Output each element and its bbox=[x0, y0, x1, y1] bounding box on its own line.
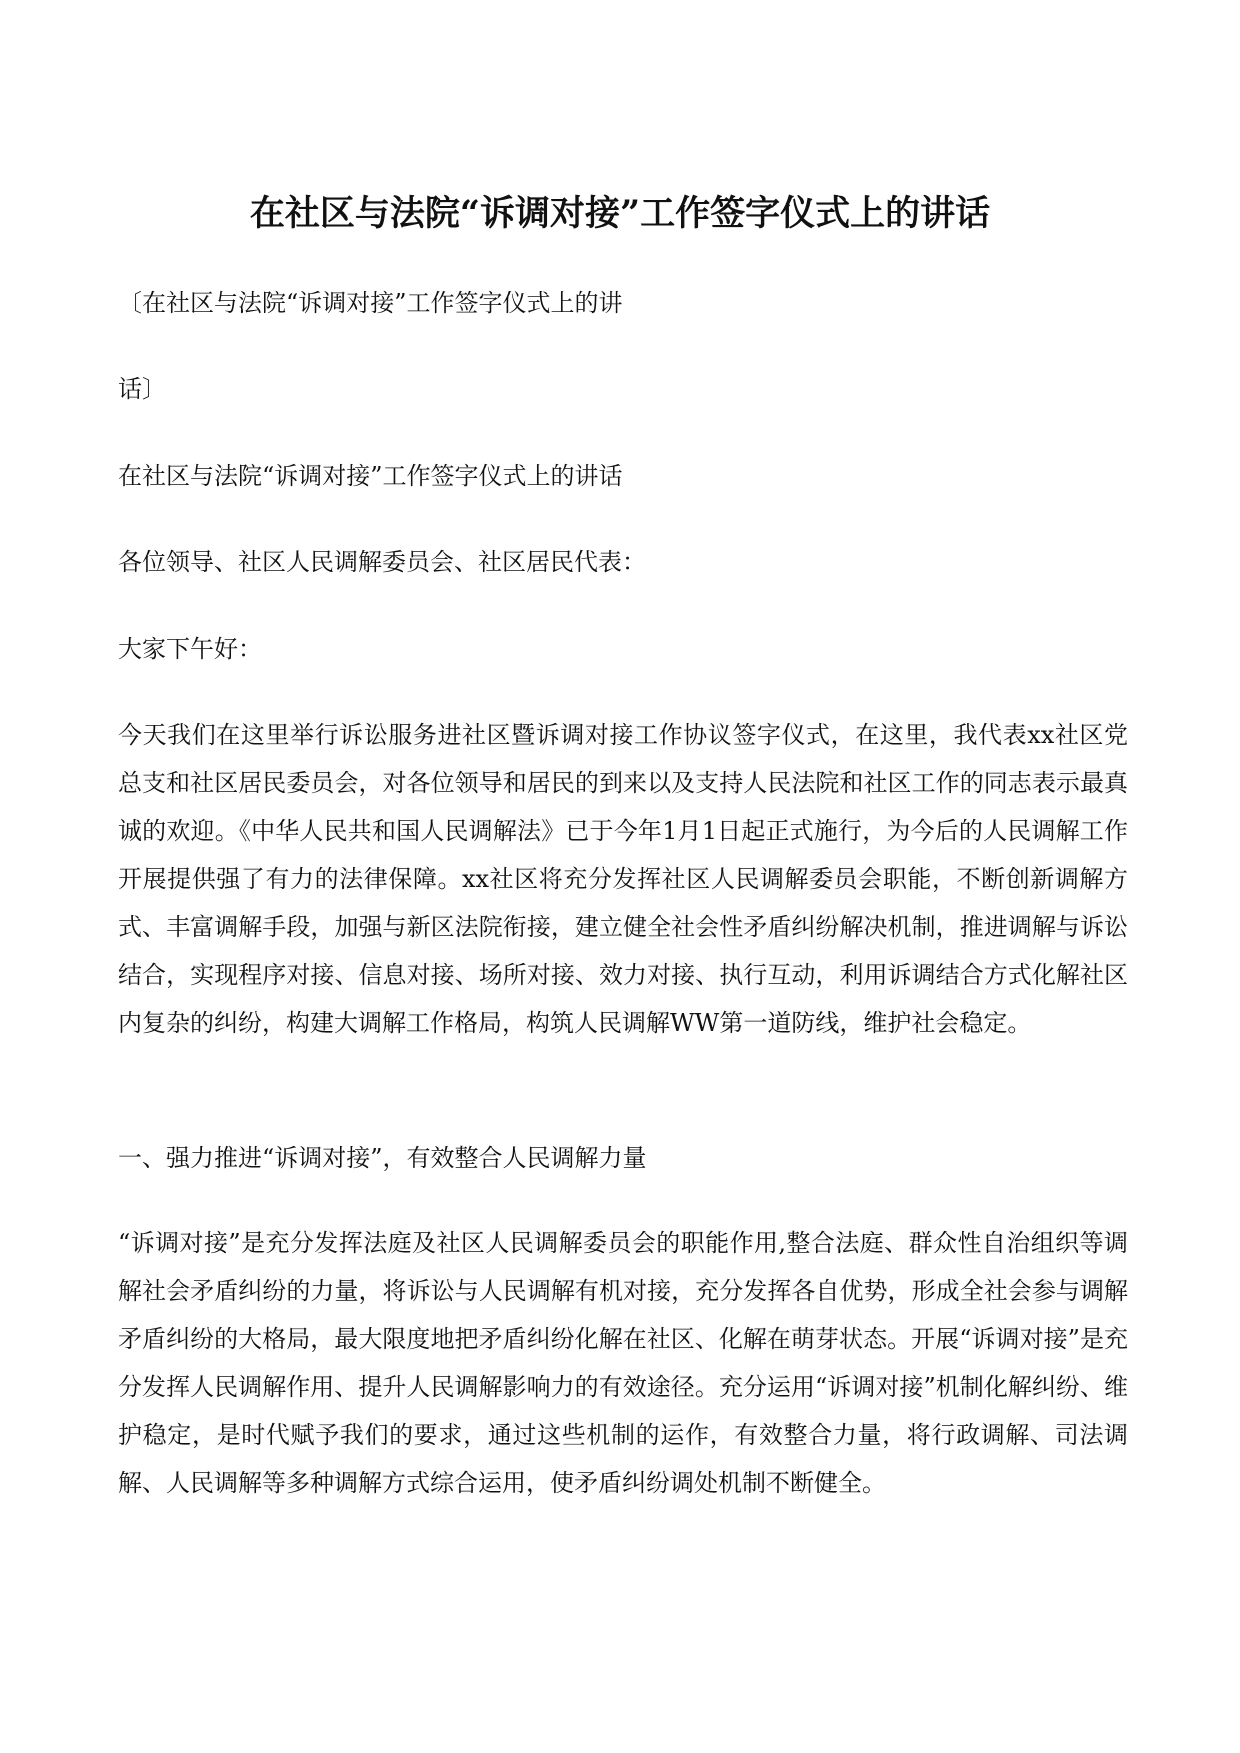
paragraph-1: 今天我们在这里举行诉讼服务进社区暨诉调对接工作协议签字仪式，在这里，我代表xx社区党总支和社区居民委员会，对各位领导和居民的到来以及支持人民法院和社区工作的同志表示最真诚的欢迎。《中华人民共和国人民调解法》已于今年1月1日起正式施行，为今后的人民调解工作开展提供强了有力的法律保障。xx社区将充分发挥社区人民调解委员会职能，不断创新调解方式、丰富调解手段，加强与新区法院衔接，建立健全社会性矛盾纠纷解决机制，推进调解与诉讼结合，实现程序对接、信息对接、场所对接、效力对接、执行互动，利用诉调结合方式化解社区内复杂的纠纷，构建大调解工作格局，构筑人民调解WW第一道防线，维护社会稳定。 bbox=[118, 721, 1128, 1037]
salutation: 各位领导、社区人民调解委员会、社区居民代表： bbox=[118, 548, 646, 576]
paragraph-2: “诉调对接”是充分发挥法庭及社区人民调解委员会的职能作用,整合法庭、群众性自治组织等调解社会矛盾纠纷的力量，将诉讼与人民调解有机对接，充分发挥各自优势，形成全社会参与调解矛盾纠纷的大格局，最大限度地把矛盾纠纷化解在社区、化解在萌芽状态。开展“诉调对接”是充分发挥人民调解作用、提升人民调解影响力的有效途径。充分运用“诉调对接”机制化解纠纷、维护稳定，是时代赋予我们的要求，通过这些机制的运作，有效整合力量，将行政调解、司法调解、人民调解等多种调解方式综合运用，使矛盾纠纷调处机制不断健全。 bbox=[118, 1229, 1128, 1497]
document-title: 在社区与法院“诉调对接”工作签字仪式上的讲话 bbox=[249, 193, 991, 234]
subtitle-line-1: 〔在社区与法院“诉调对接”工作签字仪式上的讲 bbox=[118, 289, 623, 317]
subtitle-line-2: 话〕 bbox=[118, 375, 166, 403]
heading-repeat: 在社区与法院“诉调对接”工作签字仪式上的讲话 bbox=[118, 462, 623, 490]
section-1-heading: 一、强力推进“诉调对接”，有效整合人民调解力量 bbox=[118, 1144, 647, 1172]
greeting: 大家下午好： bbox=[118, 635, 262, 663]
